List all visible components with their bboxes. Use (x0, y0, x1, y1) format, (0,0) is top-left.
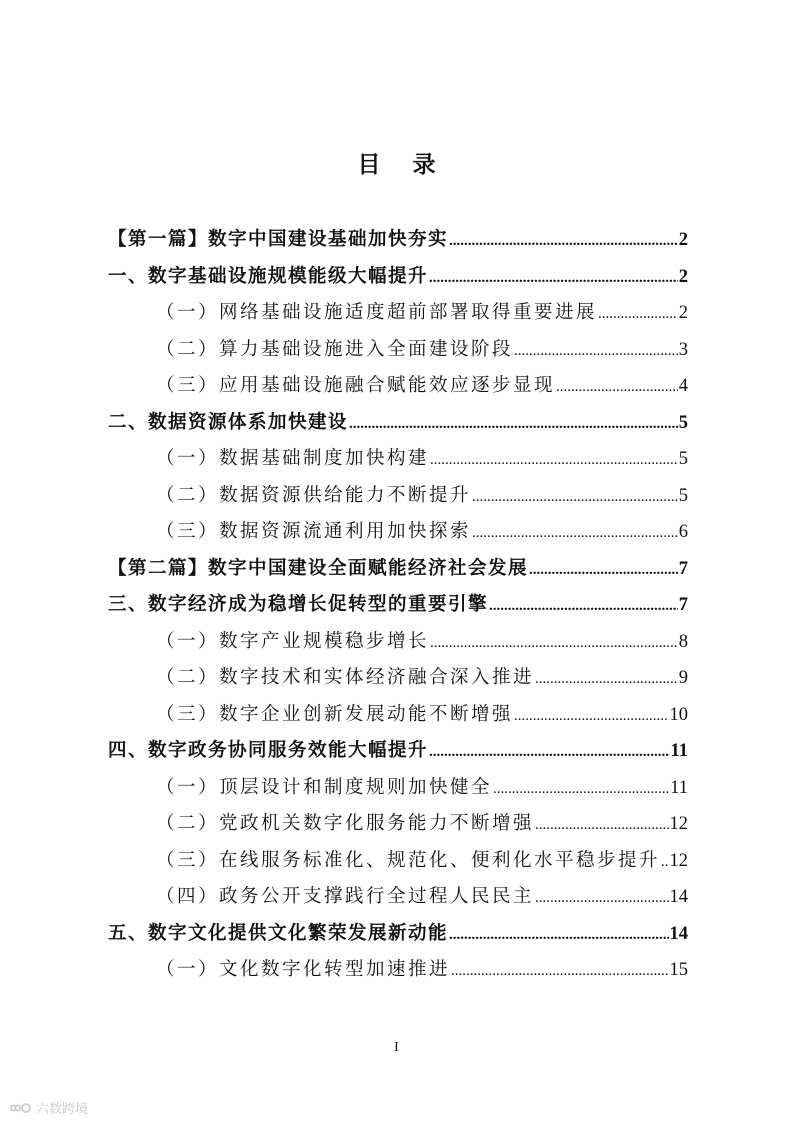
toc-entry[interactable] (108, 916, 688, 953)
toc-entry-page: 12 (669, 814, 688, 834)
toc-entry-page: 14 (669, 923, 688, 944)
toc-entry-page: 8 (678, 631, 688, 652)
toc-entry[interactable] (108, 587, 688, 624)
toc-entry-title: （一）网络基础设施适度超前部署取得重要进展 (156, 302, 598, 323)
toc-entry-title: 五、数字文化提供文化繁荣发展新动能 (108, 922, 449, 944)
toc-entry[interactable] (108, 551, 688, 588)
footer-page-number: I (394, 1040, 399, 1055)
toc-dot-leader (535, 806, 668, 844)
toc-entry[interactable] (108, 770, 688, 807)
toc-entry[interactable] (108, 478, 688, 515)
toc-dot-leader (472, 478, 678, 516)
toc-entry-title: 【第二篇】数字中国建设全面赋能经济社会发展 (108, 557, 529, 579)
toc-dot-leader (449, 222, 678, 260)
toc-entry-page: 14 (669, 887, 688, 907)
toc-entry[interactable] (108, 697, 688, 734)
toc-entry-title: （三）数字企业创新发展动能不断增强 (156, 703, 514, 725)
toc-entry-page: 5 (678, 485, 688, 506)
toc-entry-page: 7 (678, 558, 688, 579)
toc-entry-page: 15 (669, 960, 688, 980)
page-title: 目 录 (357, 151, 448, 178)
toc-entry-page: 5 (678, 412, 688, 433)
infinity-logo-icon (10, 1101, 32, 1115)
toc-dot-leader (429, 733, 670, 771)
toc-dot-leader (514, 332, 678, 370)
toc-dot-leader (493, 770, 669, 808)
toc-entry-page: 6 (678, 522, 688, 542)
toc-dot-leader (449, 916, 668, 954)
toc-entry-title: （一）数字产业规模稳步增长 (156, 630, 430, 652)
toc-entry-title: （四）政务公开支撑践行全过程人民民主 (156, 886, 535, 907)
toc-dot-leader (535, 660, 678, 698)
toc-entry-title: （二）党政机关数字化服务能力不断增强 (156, 813, 535, 834)
toc-entry-title: （三）应用基础设施融合赋能效应逐步显现 (156, 375, 556, 396)
toc-entry-page: 3 (678, 339, 688, 360)
toc-entry-title: （一）数据基础制度加快构建 (156, 448, 430, 469)
toc-entry[interactable] (108, 295, 688, 332)
toc-entry-title: （二）数字技术和实体经济融合深入推进 (156, 667, 535, 688)
toc-entry[interactable] (108, 624, 688, 661)
toc-entry[interactable] (108, 259, 688, 296)
toc-dot-leader (661, 843, 668, 881)
toc-entry[interactable] (108, 222, 688, 259)
toc-entry-title: 四、数字政务协同服务效能大幅提升 (108, 740, 429, 761)
toc-dot-leader (489, 587, 678, 625)
toc-entry-title: 三、数字经济成为稳增长促转型的重要引擎 (108, 594, 489, 615)
toc-entry-title: （二）算力基础设施进入全面建设阶段 (156, 338, 514, 360)
toc-entry-page: 5 (678, 449, 688, 469)
toc-entry-page: 4 (678, 376, 688, 396)
toc-entry[interactable] (108, 514, 688, 551)
toc-entry-title: （一）文化数字化转型加速推进 (156, 959, 451, 980)
toc-dot-leader (472, 514, 678, 552)
toc-entry[interactable] (108, 952, 688, 989)
toc-dot-leader (429, 259, 678, 297)
toc-entry-page: 2 (678, 303, 688, 323)
toc-entry-page: 12 (669, 850, 688, 871)
toc-dot-leader (556, 368, 678, 406)
toc-dot-leader (430, 624, 678, 662)
toc-entry-title: （三）数据资源流通利用加快探索 (156, 521, 472, 542)
watermark (10, 1098, 88, 1117)
toc-entry-page: 2 (678, 266, 688, 287)
toc-dot-leader (451, 952, 668, 990)
toc-entry-page: 2 (678, 230, 688, 250)
watermark-text: 六数跨境 (36, 1102, 89, 1117)
toc-entry-title: 二、数据资源体系加快建设 (108, 411, 349, 433)
toc-dot-leader (529, 551, 678, 589)
toc-entry-page: 10 (669, 704, 688, 725)
toc-dot-leader (514, 697, 668, 735)
toc-entry-title: 【第一篇】数字中国建设基础加快夯实 (108, 229, 449, 250)
toc-entry[interactable] (108, 332, 688, 369)
toc-entry-page: 11 (670, 777, 688, 798)
toc-entry-title: （二）数据资源供给能力不断提升 (156, 484, 472, 506)
toc-entry[interactable] (108, 660, 688, 697)
toc-entry-title: （一）顶层设计和制度规则加快健全 (156, 776, 493, 798)
toc-entry[interactable] (108, 405, 688, 442)
toc-entry-title: 一、数字基础设施规模能级大幅提升 (108, 265, 429, 287)
toc-dot-leader (535, 879, 668, 917)
toc-entry-page: 9 (678, 668, 688, 688)
toc-dot-leader (430, 441, 678, 479)
toc-entry[interactable] (108, 806, 688, 843)
toc-dot-leader (349, 405, 678, 443)
toc-entry-title: （三）在线服务标准化、规范化、便利化水平稳步提升 (156, 849, 661, 871)
toc-entry[interactable] (108, 879, 688, 916)
toc-entry[interactable] (108, 843, 688, 880)
toc-entry[interactable] (108, 368, 688, 405)
toc-entry[interactable] (108, 733, 688, 770)
table-of-contents (108, 222, 688, 989)
toc-entry-page: 11 (670, 741, 688, 761)
toc-entry[interactable] (108, 441, 688, 478)
toc-entry-page: 7 (678, 595, 688, 615)
toc-dot-leader (598, 295, 678, 333)
